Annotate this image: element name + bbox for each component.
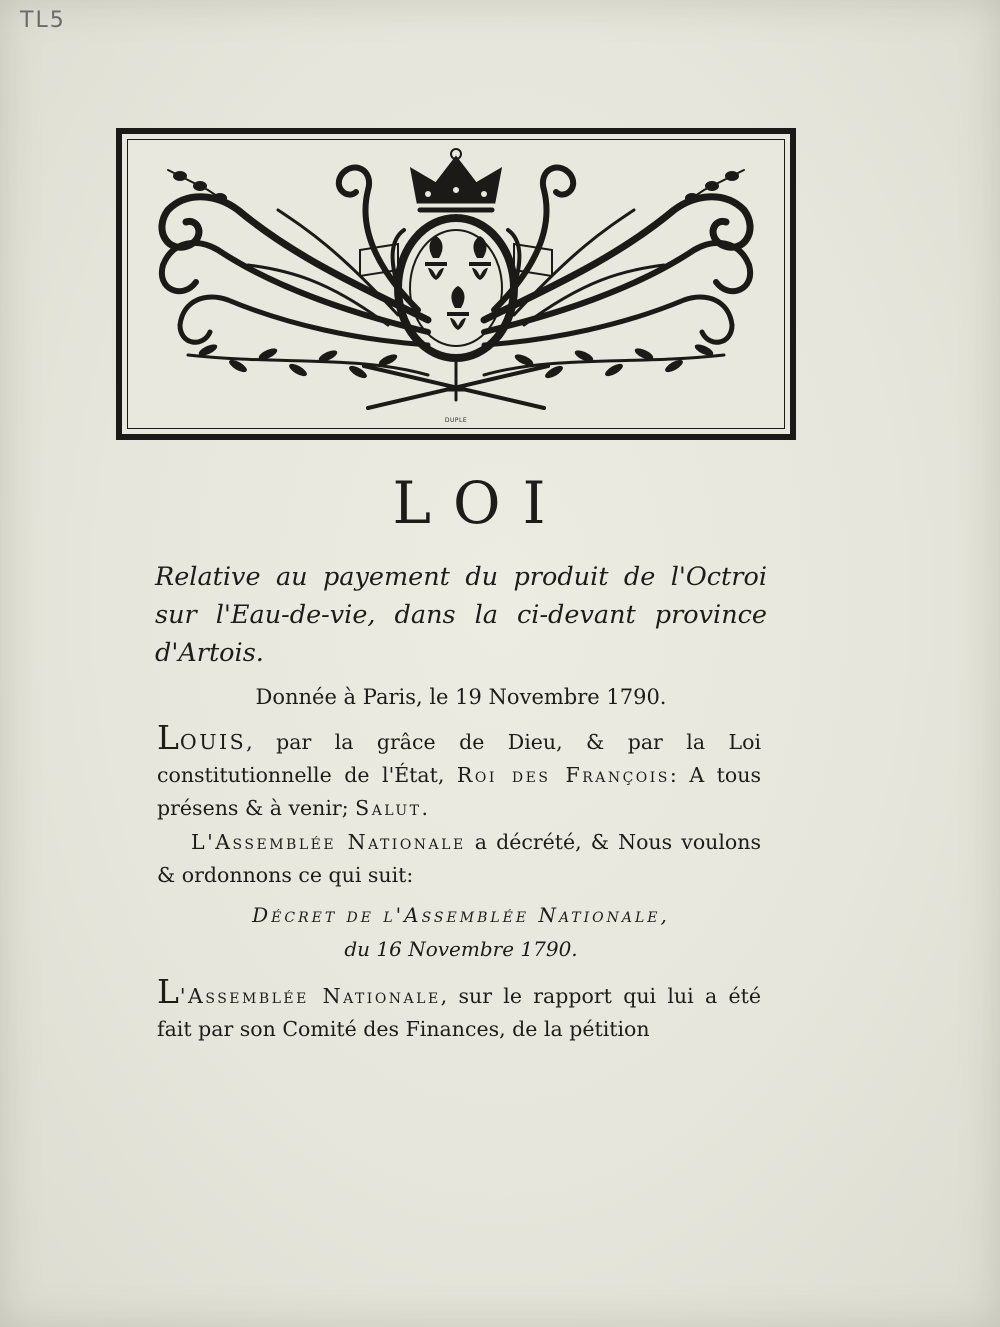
headpiece-inner-frame [127,139,785,429]
drop-capital: L [157,972,180,1011]
preamble-paragraph [157,718,761,825]
salutation: Salut [355,796,422,820]
document-title: LOI [392,469,568,537]
king-name: OUIS [179,730,247,754]
handwritten-shelfmark: TL5 [20,8,66,33]
assembly-name: 'Assemblée Nationale [179,984,441,1008]
assembly-name: L'Assemblée Nationale [191,830,466,854]
preamble-text-1: , par la grâce de Dieu, & par la Loi constitutionnelle de l'État, [157,730,761,787]
drop-capital: L [157,718,180,757]
royal-arms-engraving [128,140,784,428]
enactment-paragraph [157,826,761,892]
document-subtitle: Relative au payement du produit de l'Octroi sur l'Eau-de-vie, dans la ci-devant province d'Artois. [155,562,767,668]
enactment-text: a décrété, & Nous voulons & ordonnons ce qui suit: [157,830,761,887]
decree-heading [155,898,767,966]
preamble-text-3: . [421,796,429,820]
preamble-text-2: : A tous présens & à venir; [157,763,761,820]
decree-title: Décret de l'Assemblée Nationale, [252,903,670,927]
royal-arms-headpiece [116,128,796,440]
engraver-signature: DUPLE [444,417,468,424]
dateline: Donnée à Paris, le 19 Novembre 1790. [255,685,667,709]
decree-body-text: , sur le rapport qui lui a été fait par son Comité des Finances, de la pétition [157,984,761,1041]
decree-body-paragraph [157,972,761,1046]
decree-date: du 16 Novembre 1790. [344,937,578,961]
royal-title: Roi des François [456,763,670,787]
